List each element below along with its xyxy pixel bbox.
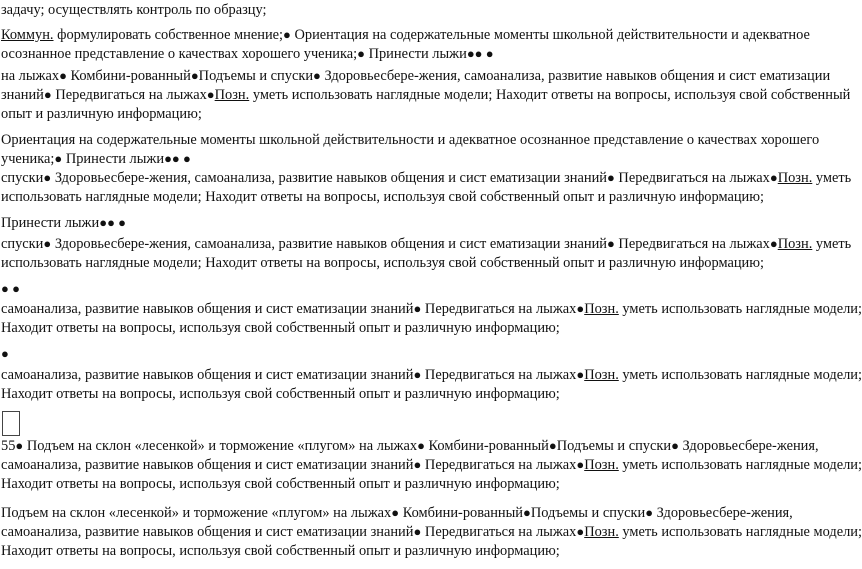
text-run: на лыжах [1,68,60,84]
bullet-icon: ●● ● [99,215,127,230]
bullet-icon: ● [43,236,52,251]
text-run: Подъем на склон «лесенкой» и торможение «плугом» на лыжах [1,505,392,521]
text-run: самоанализа, развитие навыков общения и сист ематизации знаний [1,301,414,317]
bullet-icon: ● [357,46,365,61]
bullet-icon: ● [190,68,199,83]
text-line [1,300,862,318]
text-run: спуски [1,236,44,252]
text-line [1,523,862,541]
text-run: уметь [812,236,852,252]
text-run: использовать наглядные модели; Находит ответы на вопросы, используя свой собственный опыт и различную информацию; [1,255,764,271]
bullet-icon: ● [576,457,585,472]
bullet-icon: ● [548,438,557,453]
bullet-icon: ● [391,505,400,520]
text-run: уметь использовать наглядные модели; [618,301,862,317]
text-run: формулировать собственное мнение; [53,27,284,43]
text-line [1,150,191,168]
text-run: Подъемы и спуски [198,68,314,84]
text-run: знаний [1,87,44,103]
text-run: Здоровьесбере-жения, [678,438,819,454]
text-line [1,105,202,123]
text-run: Комбини-рованный [399,505,523,521]
text-line [1,437,819,455]
text-line [1,235,851,253]
text-run: Находит ответы на вопросы, используя свой собственный опыт и различную информацию; [1,320,560,336]
bullet-icon: ● [43,170,52,185]
text-run: Принести лыжи [365,46,467,62]
text-run: Передвигаться на лыжах [421,457,577,473]
bullet-icon: ● [645,505,654,520]
text-line [1,542,560,560]
text-line [1,319,560,337]
bullet-icon: ● [59,68,67,83]
text-run: Подъемы и спуски [556,438,672,454]
text-line [1,366,862,384]
text-run: ученика; [1,151,55,167]
text-run: использовать наглядные модели; Находит ответы на вопросы, используя свой собственный опыт и различную информацию; [1,189,764,205]
subject-abbrev: Позн. [777,170,813,186]
text-line [1,67,830,85]
bullet-icon: ● [769,236,778,251]
text-run: самоанализа, развитие навыков общения и сист ематизации знаний [1,457,414,473]
text-run: Здоровьесбере-жения, самоанализа, развитие навыков общения и сист ематизации знаний [51,170,607,186]
text-run: спуски [1,170,44,186]
text-run: Передвигаться на лыжах [421,301,577,317]
text-run: Здоровьесбере-жения, самоанализа, развитие навыков общения и сист ематизации знаний [51,236,607,252]
bullet-icon: ● [15,438,24,453]
text-line [1,504,793,522]
text-line [1,86,850,104]
bullet-icon: ● [1,346,9,361]
text-line [1,214,126,232]
bullet-icon: ● [576,524,585,539]
text-run: уметь использовать наглядные модели; Находит ответы на вопросы, используя свой собственный [249,87,851,103]
bullet-icon: ● [522,505,531,520]
text-run: Подъем на склон «лесенкой» и торможение «плугом» на лыжах [23,438,418,454]
text-line [1,475,560,493]
text-run: уметь [812,170,852,186]
subject-abbrev: Позн. [584,301,619,317]
bullet-icon: ● [43,87,52,102]
text-line [1,26,810,44]
subject-abbrev: Позн. [584,457,619,473]
text-run: Подъемы и спуски [530,505,646,521]
subject-abbrev: Коммун. [1,27,54,43]
bullet-icon: ● [283,27,291,42]
text-run: 55 [1,438,16,454]
bullet-icon: ● ● [1,281,20,296]
text-run: Передвигаться на лыжах [51,87,207,103]
bullet-icon: ● [206,87,215,102]
text-run: Находит ответы на вопросы, используя свой собственный опыт и различную информацию; [1,543,560,559]
subject-abbrev: Позн. [584,524,619,540]
text-run: Принести лыжи [62,151,165,167]
subject-abbrev: Позн. [584,367,619,383]
text-line [1,45,494,63]
text-run: опыт и различную информацию; [1,106,202,122]
subject-abbrev: Позн. [777,236,813,252]
text-run: Передвигаться на лыжах [614,170,770,186]
text-run: уметь использовать наглядные модели; [618,367,862,383]
text-line [1,254,764,272]
text-line [1,385,560,403]
bullet-icon: ● [54,151,63,166]
text-line [1,1,267,19]
text-run: Ориентация на содержательные моменты школьной действительности и адекватное [290,27,810,43]
text-run: Находит ответы на вопросы, используя свой собственный опыт и различную информацию; [1,386,560,402]
text-run: Здоровьесбере-жения, [653,505,793,521]
text-run: осознанное представление о качествах хорошего ученика; [1,46,358,62]
subject-abbrev: Позн. [214,87,250,103]
text-run: Находит ответы на вопросы, используя свой собственный опыт и различную информацию; [1,476,560,492]
bullet-icon: ● [413,457,422,472]
text-line [1,131,819,149]
text-run: Принести лыжи [1,215,100,231]
bullet-icon: ● [413,367,422,382]
bullet-icon: ● [413,301,422,316]
bullet-icon: ●● ● [164,151,191,166]
text-run: Комбини-рованный [424,438,549,454]
bullet-icon: ● [413,524,422,539]
text-line [1,169,851,187]
text-run: уметь использовать наглядные модели; [618,457,862,473]
text-run: Комбини-рованный [66,68,191,84]
text-line [1,280,20,298]
bullet-icon: ● [671,438,679,453]
text-line [1,188,764,206]
bullet-icon: ● [606,170,615,185]
text-run: Передвигаться на лыжах [421,367,577,383]
bullet-icon: ● [313,68,321,83]
text-run: Передвигаться на лыжах [614,236,770,252]
bullet-icon: ● [769,170,778,185]
text-run: самоанализа, развитие навыков общения и сист ематизации знаний [1,524,414,540]
bullet-icon: ● [576,301,585,316]
text-run: Передвигаться на лыжах [421,524,577,540]
text-run: Здоровьесбере-жения, самоанализа, развитие навыков общения и сист ематизации [320,68,831,84]
text-line [1,456,862,474]
text-run: самоанализа, развитие навыков общения и сист ематизации знаний [1,367,414,383]
text-run: задачу; осуществлять контроль по образцу; [1,2,267,18]
bullet-icon: ● [417,438,425,453]
empty-table-cell [2,411,20,436]
text-line [1,345,9,363]
text-run: уметь использовать наглядные модели; [618,524,862,540]
bullet-icon: ●● ● [466,46,494,61]
text-run: Ориентация на содержательные моменты школьной действительности и адекватное осознанное представление о качествах хорошего [1,132,820,148]
bullet-icon: ● [606,236,615,251]
bullet-icon: ● [576,367,585,382]
